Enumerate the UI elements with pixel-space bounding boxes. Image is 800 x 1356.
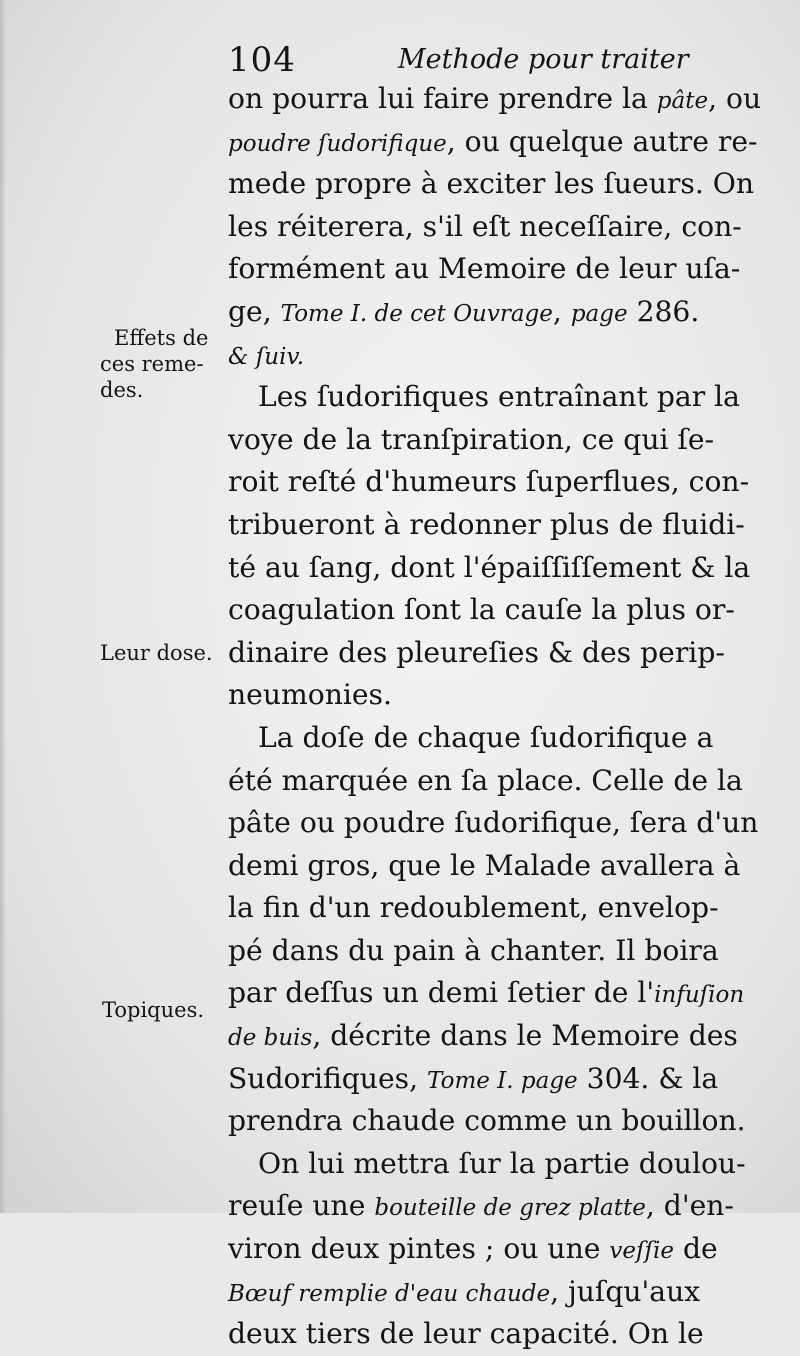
- italic-text: infuſion: [654, 982, 745, 1009]
- margin-note-line: des.: [100, 378, 144, 402]
- running-title: Methode pour traiter: [398, 44, 689, 75]
- text-run: viron deux pintes ; ou une: [228, 1232, 610, 1266]
- italic-text: page: [570, 300, 628, 327]
- text-run: prendra chaude comme un bouillon.: [228, 1104, 746, 1138]
- italic-text: Bœuf remplie d'eau chaude: [228, 1280, 551, 1307]
- text-run: été marquée en ſa place. Celle de la: [228, 763, 743, 797]
- text-run: 304. & la: [577, 1061, 719, 1095]
- margin-note-line: Effets de: [114, 326, 209, 350]
- page-number: 104: [228, 40, 296, 80]
- text-run: Sudorifiques,: [228, 1061, 428, 1095]
- text-line: [228, 1015, 768, 1058]
- text-line: [228, 1228, 768, 1271]
- text-run: deux tiers de leur capacité. On le: [228, 1317, 704, 1351]
- text-run: , ou quelque autre re-: [446, 124, 758, 158]
- text-run: , d'en-: [645, 1189, 734, 1223]
- italic-text: veſſie: [609, 1238, 674, 1265]
- text-line: [228, 547, 768, 590]
- text-run: dinaire des pleureſies & des perip-: [228, 635, 725, 669]
- text-run: formément au Memoire de leur uſa-: [228, 252, 741, 286]
- text-run: ,: [552, 294, 571, 328]
- text-line: [228, 802, 768, 845]
- text-line: [228, 717, 768, 760]
- text-line: [228, 419, 768, 462]
- page-edge-shadow: [0, 0, 6, 1213]
- text-run: voye de la tranſpiration, ce qui ſe-: [228, 422, 715, 456]
- text-run: par deſſus un demi ſetier de l': [228, 976, 655, 1010]
- text-run: pâte ou poudre ſudorifique, ſera d'un: [228, 806, 759, 840]
- text-line: [228, 1271, 768, 1314]
- margin-note-effets: [100, 325, 244, 403]
- text-line: [228, 376, 768, 419]
- text-line: [228, 760, 768, 803]
- italic-text: pâte: [656, 88, 709, 114]
- margin-note-dose: Leur dose.: [100, 641, 213, 665]
- text-run: de: [673, 1232, 718, 1266]
- italic-text: Tome I. de cet Ouvrage: [280, 300, 553, 327]
- text-line: [228, 845, 768, 888]
- text-run: té au ſang, dont l'épaiſſiſſement & la: [228, 550, 751, 584]
- text-line: [228, 163, 768, 206]
- text-run: 286.: [627, 294, 700, 328]
- text-line: [228, 1185, 768, 1228]
- text-line: [228, 334, 768, 377]
- margin-note-line: ces reme-: [100, 352, 204, 376]
- text-run: reuſe une: [228, 1189, 375, 1223]
- text-line: [228, 78, 768, 121]
- text-line: [228, 504, 768, 547]
- text-run: on pourra lui faire prendre la: [228, 82, 657, 115]
- text-line: [228, 248, 768, 291]
- text-run: Les ſudorifiques entraînant par la: [258, 380, 740, 414]
- text-line: [228, 1313, 768, 1356]
- text-run: mede propre à exciter les ſueurs. On: [228, 167, 754, 201]
- text-line: [228, 1058, 768, 1101]
- italic-text: de buis: [228, 1025, 313, 1052]
- text-line: [228, 121, 768, 164]
- text-run: les réiterera, s'il eſt neceſſaire, con-: [228, 209, 742, 243]
- text-line: [228, 206, 768, 249]
- text-run: roit reſté d'humeurs ſuperflues, con-: [228, 465, 750, 499]
- body-text: [228, 78, 768, 1356]
- margin-note-topiques: Topiques.: [102, 998, 205, 1022]
- italic-text: & ſuiv.: [228, 343, 305, 370]
- text-line: [228, 589, 768, 632]
- italic-text: Tome I. page: [427, 1067, 578, 1094]
- text-line: [228, 1143, 768, 1186]
- text-line: [228, 1100, 768, 1143]
- text-run: , juſqu'aux: [550, 1274, 701, 1308]
- text-run: On lui mettra ſur la partie doulou-: [258, 1146, 746, 1180]
- text-line: [228, 887, 768, 930]
- text-run: tribueront à redonner plus de fluidi-: [228, 507, 745, 541]
- text-line: [228, 674, 768, 717]
- text-run: demi gros, que le Malade avallera à: [228, 848, 741, 882]
- text-line: [228, 972, 768, 1015]
- text-run: coagulation ſont la cauſe la plus or-: [228, 593, 735, 627]
- text-line: [228, 632, 768, 675]
- text-line: [228, 461, 768, 504]
- text-run: , ou: [708, 82, 762, 115]
- text-run: pé dans du pain à chanter. Il boira: [228, 933, 719, 967]
- text-line: [228, 291, 768, 334]
- text-run: ge,: [228, 294, 281, 328]
- text-run: La doſe de chaque ſudorifique a: [258, 720, 714, 754]
- italic-text: poudre ſudorifique: [228, 130, 447, 157]
- text-run: la fin d'un redoublement, envelop-: [228, 891, 719, 925]
- text-run: , décrite dans le Memoire des: [312, 1019, 738, 1053]
- italic-text: bouteille de grez platte: [374, 1195, 646, 1222]
- text-run: neumonies.: [228, 678, 392, 712]
- text-line: [228, 930, 768, 973]
